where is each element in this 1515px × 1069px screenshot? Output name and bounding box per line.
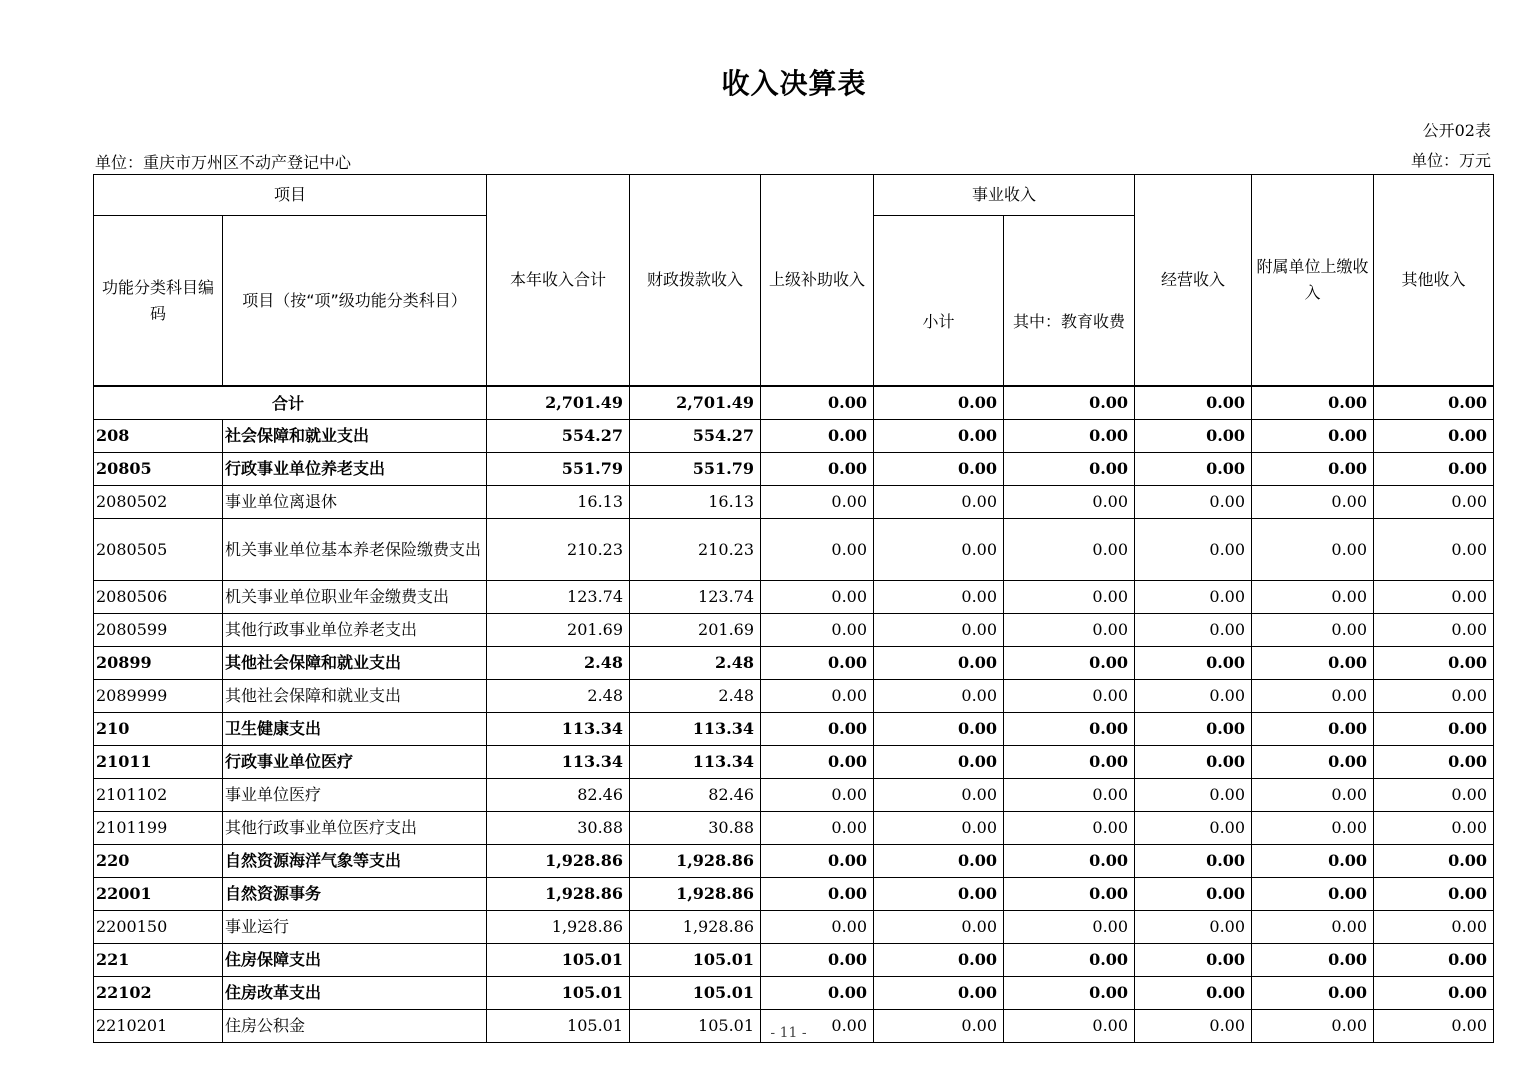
row-value: 0.00 [1135,613,1252,646]
row-value: 0.00 [874,679,1004,712]
row-value: 201.69 [487,613,630,646]
row-value: 0.00 [761,580,874,613]
row-value: 551.79 [630,452,761,485]
row-value: 0.00 [1135,419,1252,452]
page-number: - 11 - [770,1025,807,1041]
row-value: 1,928.86 [630,877,761,910]
row-value: 0.00 [1252,910,1374,943]
row-value: 0.00 [1004,580,1135,613]
row-value: 0.00 [1135,1009,1252,1042]
row-value: 0.00 [1004,811,1135,844]
header-business-income: 经营收入 [1135,175,1252,387]
row-code: 221 [94,943,223,976]
currency-unit: 单位：万元 [1410,151,1491,170]
form-number: 公开02表 [1422,121,1491,140]
row-value: 0.00 [1004,1009,1135,1042]
row-value: 0.00 [1004,778,1135,811]
row-value: 0.00 [1135,518,1252,580]
total-cell: 2,701.49 [487,386,630,419]
row-value: 2.48 [630,646,761,679]
row-name: 行政事业单位养老支出 [223,452,487,485]
row-value: 0.00 [761,976,874,1009]
table-row [94,712,1494,745]
row-value: 1,928.86 [487,877,630,910]
table-row [94,518,1494,580]
row-value: 0.00 [1252,778,1374,811]
row-value: 0.00 [1135,778,1252,811]
row-value: 0.00 [874,811,1004,844]
row-name: 机关事业单位职业年金缴费支出 [223,580,487,613]
row-value: 1,928.86 [630,844,761,877]
row-code: 2200150 [94,910,223,943]
header-function-code: 功能分类科目编码 [94,216,223,387]
row-name: 自然资源事务 [223,877,487,910]
row-value: 1,928.86 [630,910,761,943]
row-value: 0.00 [874,419,1004,452]
row-value: 0.00 [761,877,874,910]
row-value: 0.00 [1252,844,1374,877]
row-value: 0.00 [761,646,874,679]
row-value: 0.00 [1374,811,1494,844]
row-value: 0.00 [1135,811,1252,844]
row-value: 0.00 [1004,518,1135,580]
row-value: 0.00 [1252,419,1374,452]
row-value: 0.00 [1004,679,1135,712]
row-value: 0.00 [1252,580,1374,613]
row-value: 105.01 [487,976,630,1009]
row-code: 2089999 [94,679,223,712]
row-value: 201.69 [630,613,761,646]
row-value: 0.00 [1135,877,1252,910]
row-value: 0.00 [874,1009,1004,1042]
row-name: 事业单位离退休 [223,485,487,518]
row-value: 105.01 [487,1009,630,1042]
row-value: 210.23 [487,518,630,580]
header-superior-subsidy: 上级补助收入 [761,175,874,387]
row-value: 0.00 [1135,943,1252,976]
row-value: 0.00 [1252,518,1374,580]
header-item-name: 项目（按“项”级功能分类科目） [223,216,487,387]
row-value: 0.00 [874,877,1004,910]
row-value: 2.48 [630,679,761,712]
row-value: 0.00 [1374,452,1494,485]
row-value: 0.00 [874,485,1004,518]
row-name: 卫生健康支出 [223,712,487,745]
page-title: 收入决算表 [721,67,867,100]
header-fiscal-appropriation: 财政拨款收入 [630,175,761,387]
total-cell: 0.00 [1135,386,1252,419]
row-value: 0.00 [761,1009,874,1042]
header-affiliated-income: 附属单位上缴收入 [1252,175,1374,387]
row-value: 0.00 [1135,712,1252,745]
total-cell: 0.00 [1004,386,1135,419]
row-value: 0.00 [1004,877,1135,910]
row-value: 0.00 [874,613,1004,646]
row-name: 其他社会保障和就业支出 [223,646,487,679]
row-value: 0.00 [761,712,874,745]
row-value: 0.00 [1252,1009,1374,1042]
row-value: 0.00 [761,811,874,844]
row-value: 0.00 [1135,745,1252,778]
row-value: 113.34 [487,712,630,745]
row-value: 0.00 [1004,419,1135,452]
row-value: 0.00 [1004,613,1135,646]
row-value: 123.74 [630,580,761,613]
total-cell: 2,701.49 [630,386,761,419]
row-value: 0.00 [874,712,1004,745]
row-value: 0.00 [1374,518,1494,580]
row-value: 554.27 [487,419,630,452]
row-value: 105.01 [630,943,761,976]
row-value: 210.23 [630,518,761,580]
row-value: 0.00 [1135,485,1252,518]
row-name: 住房保障支出 [223,943,487,976]
table-row [94,452,1494,485]
row-value: 0.00 [1004,976,1135,1009]
row-value: 0.00 [761,613,874,646]
row-value: 0.00 [761,679,874,712]
row-value: 0.00 [1135,679,1252,712]
header-career-subtotal: 小计 [874,216,1004,387]
row-value: 113.34 [487,745,630,778]
row-value: 0.00 [1135,910,1252,943]
row-value: 0.00 [1374,712,1494,745]
row-value: 0.00 [874,646,1004,679]
row-value: 16.13 [487,485,630,518]
row-code: 220 [94,844,223,877]
row-value: 0.00 [1252,745,1374,778]
total-cell: 0.00 [1252,386,1374,419]
table-row [94,646,1494,679]
row-value: 554.27 [630,419,761,452]
table-row [94,613,1494,646]
row-value: 0.00 [1252,646,1374,679]
table-row [94,844,1494,877]
row-code: 20899 [94,646,223,679]
header-project: 项目 [94,175,487,216]
row-value: 0.00 [1004,452,1135,485]
row-code: 21011 [94,745,223,778]
row-name: 其他行政事业单位医疗支出 [223,811,487,844]
row-code: 2210201 [94,1009,223,1042]
row-name: 社会保障和就业支出 [223,419,487,452]
row-value: 30.88 [630,811,761,844]
row-value: 0.00 [761,485,874,518]
row-value: 105.01 [630,1009,761,1042]
row-name: 行政事业单位医疗 [223,745,487,778]
row-value: 0.00 [874,943,1004,976]
row-code: 2080502 [94,485,223,518]
table-row [94,943,1494,976]
row-name: 事业单位医疗 [223,778,487,811]
row-value: 0.00 [1374,1009,1494,1042]
row-name: 机关事业单位基本养老保险缴费支出 [223,518,487,580]
row-value: 0.00 [874,518,1004,580]
row-value: 0.00 [1374,679,1494,712]
row-value: 0.00 [1135,646,1252,679]
row-code: 2080505 [94,518,223,580]
total-cell: 0.00 [761,386,874,419]
row-value: 0.00 [874,910,1004,943]
row-value: 82.46 [630,778,761,811]
row-code: 2101199 [94,811,223,844]
table-row [94,811,1494,844]
row-value: 0.00 [1252,811,1374,844]
row-value: 105.01 [487,943,630,976]
row-value: 0.00 [761,518,874,580]
row-value: 0.00 [874,778,1004,811]
row-value: 0.00 [1004,712,1135,745]
row-value: 30.88 [487,811,630,844]
row-value: 0.00 [1004,844,1135,877]
table-row [94,877,1494,910]
row-value: 0.00 [1252,679,1374,712]
table-row [94,745,1494,778]
row-value: 0.00 [761,778,874,811]
table-row [94,976,1494,1009]
row-value: 0.00 [1252,485,1374,518]
total-cell: 0.00 [1374,386,1494,419]
row-value: 2.48 [487,646,630,679]
row-code: 210 [94,712,223,745]
table-row [94,580,1494,613]
total-label: 合计 [94,386,487,419]
row-value: 0.00 [1374,745,1494,778]
row-value: 0.00 [1004,745,1135,778]
row-name: 其他行政事业单位养老支出 [223,613,487,646]
reporting-unit: 单位：重庆市万州区不动产登记中心 [95,153,352,172]
row-value: 0.00 [1135,976,1252,1009]
row-name: 其他社会保障和就业支出 [223,679,487,712]
row-value: 0.00 [874,844,1004,877]
row-value: 0.00 [761,419,874,452]
row-code: 22102 [94,976,223,1009]
row-value: 0.00 [1252,976,1374,1009]
row-value: 0.00 [1135,452,1252,485]
row-name: 住房公积金 [223,1009,487,1042]
row-value: 0.00 [1135,844,1252,877]
row-value: 0.00 [1374,580,1494,613]
header-other-income: 其他收入 [1374,175,1494,387]
row-code: 2080506 [94,580,223,613]
table-row [94,485,1494,518]
header-total-income: 本年收入合计 [487,175,630,387]
row-value: 123.74 [487,580,630,613]
row-value: 0.00 [874,452,1004,485]
table-body [94,386,1494,1042]
row-value: 2.48 [487,679,630,712]
row-value: 105.01 [630,976,761,1009]
row-value: 551.79 [487,452,630,485]
row-value: 0.00 [761,910,874,943]
row-value: 1,928.86 [487,910,630,943]
row-name: 事业运行 [223,910,487,943]
row-value: 0.00 [761,745,874,778]
row-value: 0.00 [1374,943,1494,976]
row-value: 0.00 [1374,419,1494,452]
row-code: 2080599 [94,613,223,646]
header-career-education-fee: 其中：教育收费 [1004,216,1135,387]
row-value: 113.34 [630,712,761,745]
total-cell: 0.00 [874,386,1004,419]
row-code: 2101102 [94,778,223,811]
row-value: 0.00 [1004,485,1135,518]
total-row [94,386,1494,419]
row-value: 0.00 [1004,910,1135,943]
row-value: 1,928.86 [487,844,630,877]
table-row [94,778,1494,811]
row-value: 0.00 [1374,646,1494,679]
row-value: 0.00 [1135,580,1252,613]
row-value: 0.00 [1004,943,1135,976]
row-value: 0.00 [1374,877,1494,910]
row-value: 0.00 [1374,976,1494,1009]
row-name: 住房改革支出 [223,976,487,1009]
row-value: 0.00 [1252,452,1374,485]
header-career-income: 事业收入 [874,175,1135,216]
row-value: 113.34 [630,745,761,778]
row-value: 0.00 [1374,613,1494,646]
row-value: 0.00 [874,580,1004,613]
row-value: 0.00 [1374,485,1494,518]
row-value: 0.00 [1252,943,1374,976]
row-value: 0.00 [874,745,1004,778]
row-value: 0.00 [1252,877,1374,910]
row-name: 自然资源海洋气象等支出 [223,844,487,877]
row-value: 82.46 [487,778,630,811]
row-code: 22001 [94,877,223,910]
row-value: 0.00 [1374,910,1494,943]
row-value: 0.00 [1004,646,1135,679]
row-value: 0.00 [761,844,874,877]
table-row [94,419,1494,452]
row-value: 0.00 [1374,778,1494,811]
row-value: 0.00 [874,976,1004,1009]
table-row [94,910,1494,943]
row-value: 0.00 [761,452,874,485]
row-code: 20805 [94,452,223,485]
row-value: 0.00 [1252,712,1374,745]
income-final-accounts-table [93,174,1494,1043]
row-value: 0.00 [1374,844,1494,877]
table-row [94,679,1494,712]
row-value: 0.00 [761,943,874,976]
row-value: 0.00 [1252,613,1374,646]
row-value: 16.13 [630,485,761,518]
row-code: 208 [94,419,223,452]
